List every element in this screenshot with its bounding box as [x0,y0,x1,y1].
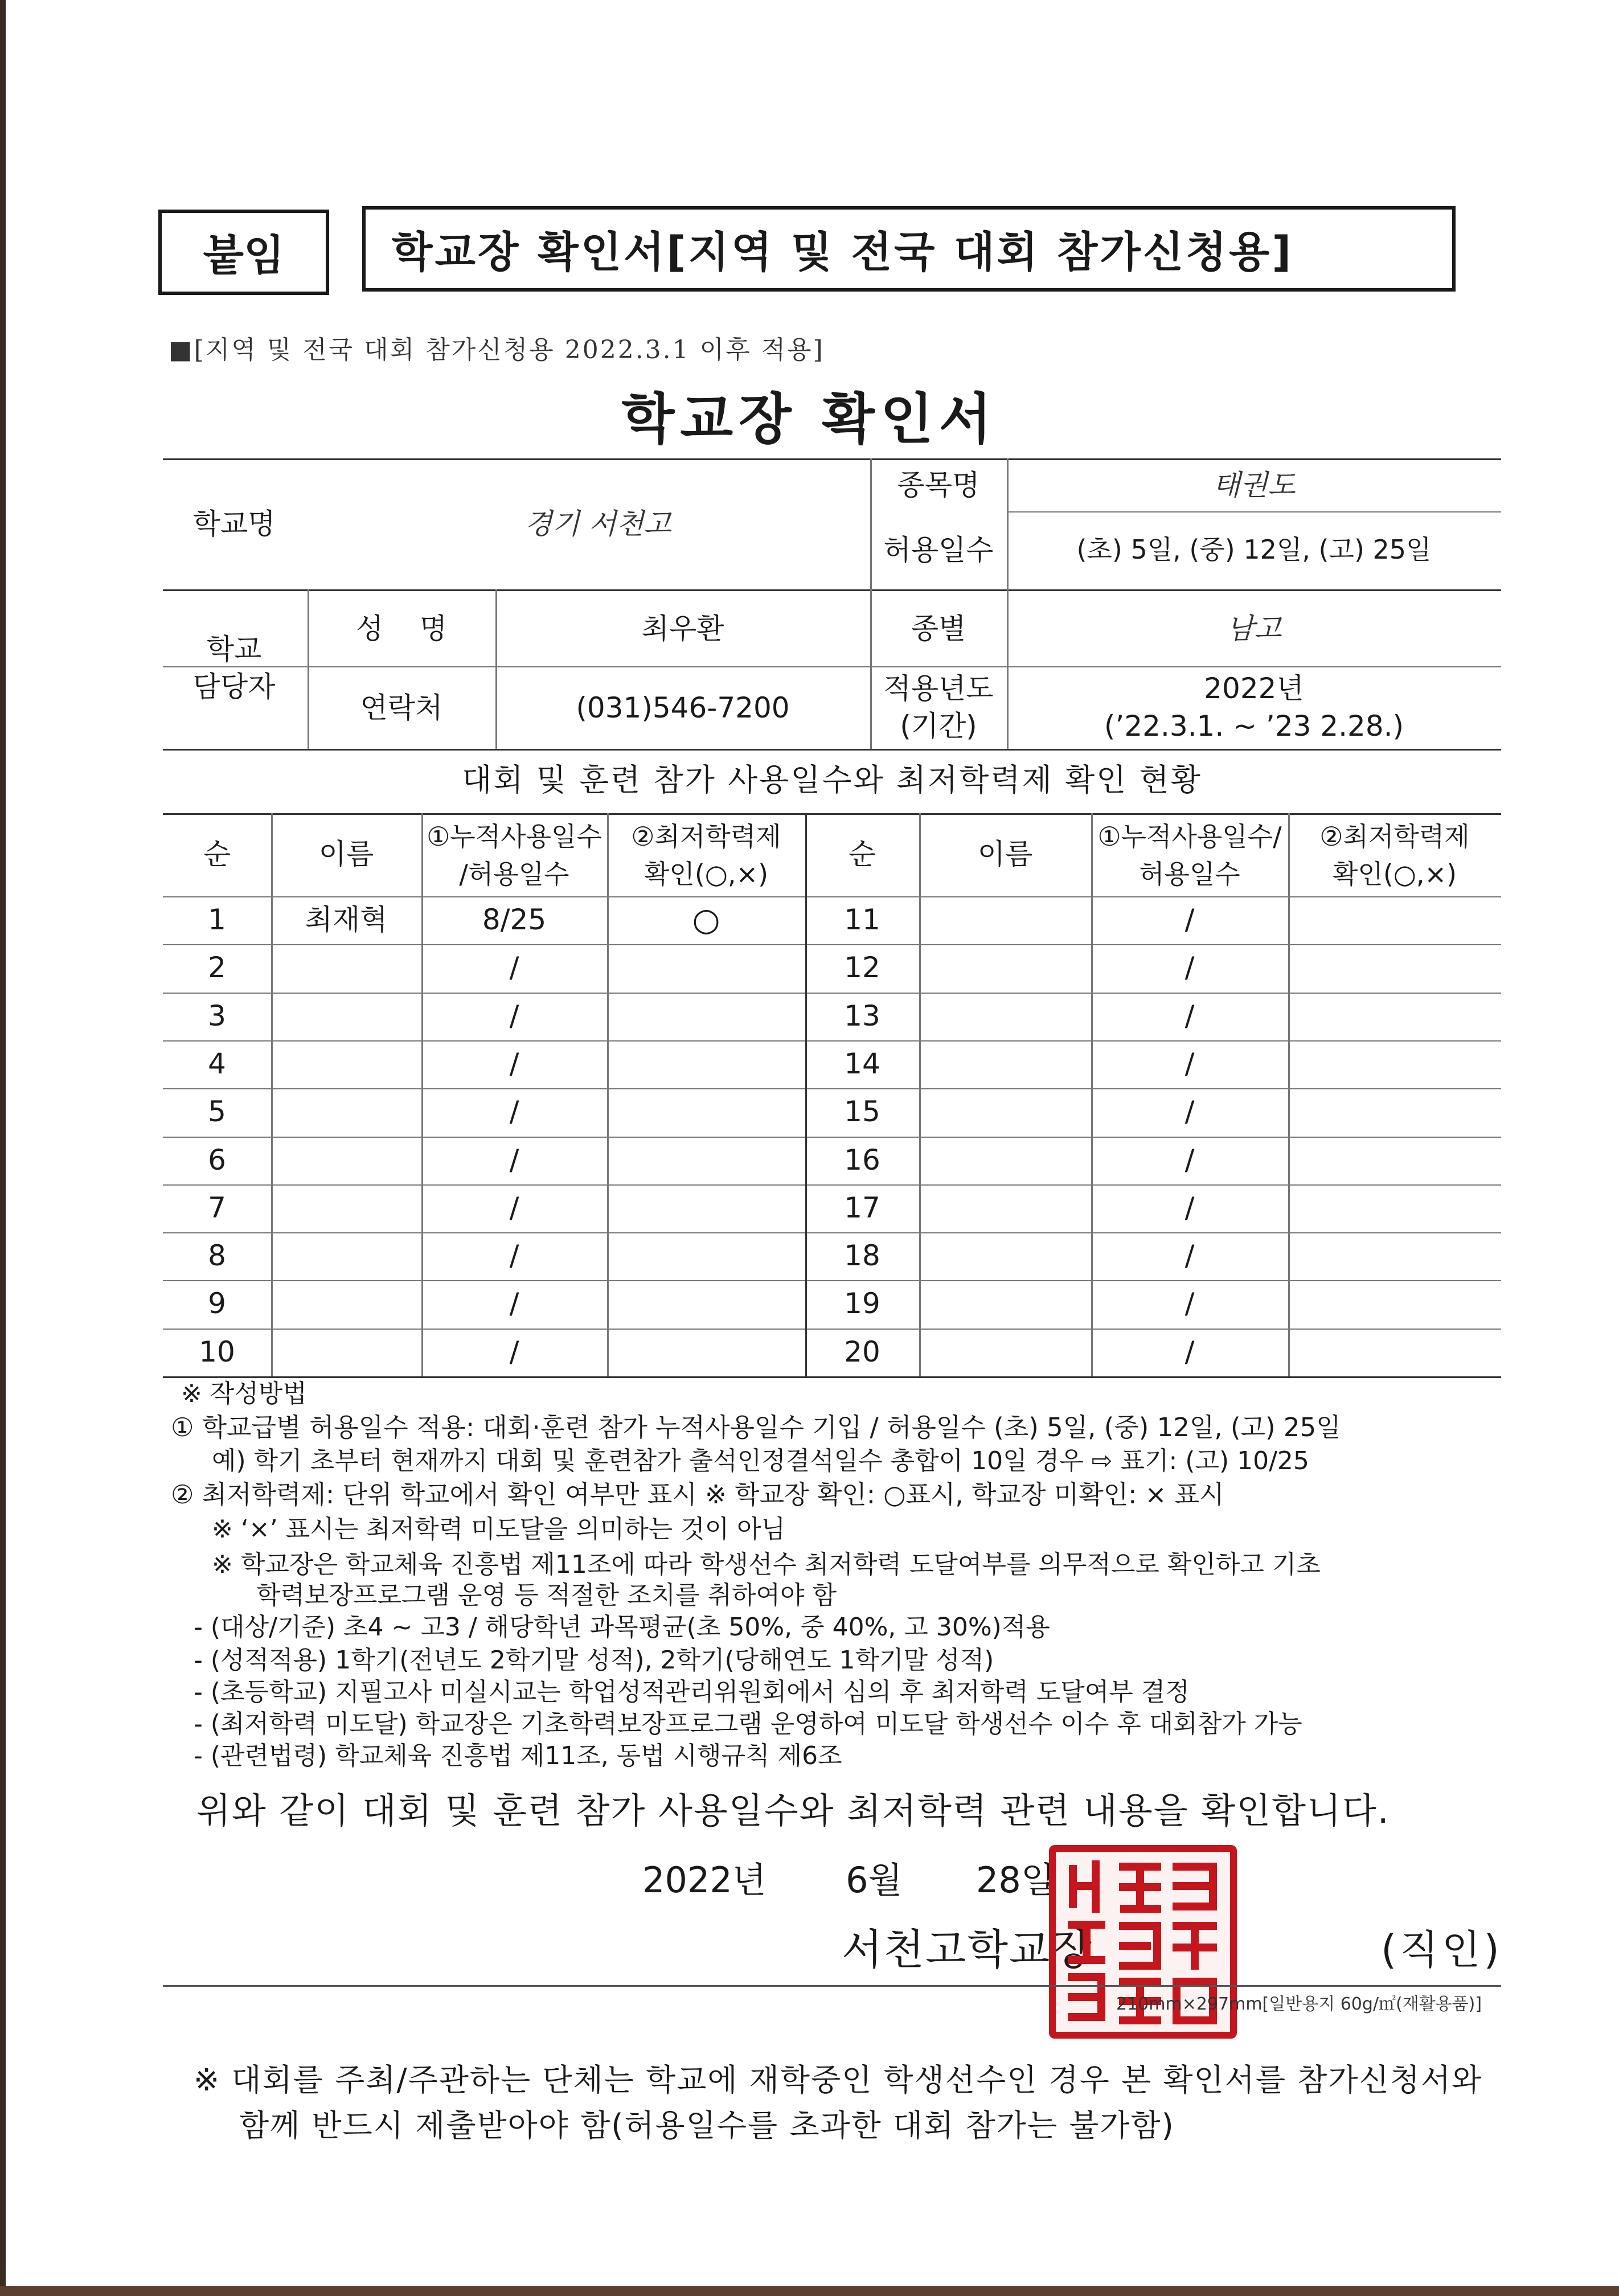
min-academic-check [1288,993,1501,1040]
used-allowed-days: / [1184,999,1195,1033]
athlete-name [271,1184,421,1232]
school-value: 경기 서천고 [524,507,671,540]
row-number: 3 [208,999,226,1033]
row-number: 14 [844,1047,880,1081]
confirmation-statement: 위와 같이 대회 및 훈련 참가 사용일수와 최저학력 관련 내용을 확인합니다. [196,1790,1390,1831]
athlete-name: 최재혁 [305,903,388,937]
min-academic-check [607,1184,805,1232]
row-number: 17 [844,1191,880,1225]
date-month: 6월 [846,1859,903,1901]
used-allowed-days: / [509,1143,519,1177]
issue-date [642,1852,1055,1903]
contact-value: (031)546-7200 [576,691,790,724]
row-number: 18 [844,1239,880,1273]
row-number: 1 [208,903,226,937]
min-academic-check [1288,1088,1501,1136]
athlete-name [919,1088,1091,1136]
category-label: 종별 [911,612,966,645]
used-allowed-days: / [509,1191,519,1225]
used-allowed-days: / [1184,1239,1195,1273]
used-allowed-days: / [1184,1047,1195,1081]
min-academic-check [1288,1280,1501,1328]
manager-name-label: 성 명 [355,612,448,645]
attachment-tag: 붙임 [158,210,329,295]
row-number: 7 [208,1191,226,1225]
athlete-name [919,1232,1091,1280]
used-allowed-days: / [1184,951,1195,985]
apply-note: ■[지역 및 전국 대회 참가신청용 2022.3.1 이후 적용] [169,335,825,364]
athlete-name [271,1088,421,1136]
athlete-name [271,1329,421,1376]
row-number: 6 [208,1143,226,1177]
row-number: 4 [208,1047,226,1081]
paper-spec: 210mm×297mm[일반용지 60g/㎡(재활용품)] [1116,1994,1482,2014]
used-allowed-days: / [1184,1143,1195,1177]
used-allowed-days: / [509,951,519,985]
note-grades: - (성적적용) 1학기(전년도 2학기말 성적), 2학기(당해연도 1학기말 성적) [194,1646,994,1675]
seal-label: (직인) [1381,1926,1503,1973]
header-days-right-2: 허용일수 [1139,858,1240,889]
row-number: 12 [844,951,880,985]
row-number: 2 [208,951,226,985]
final-note-line2: 함께 반드시 제출받아야 함(허용일수를 초과한 대회 참가는 불가함) [239,2108,1175,2143]
date-day: 28일 [976,1859,1055,1901]
used-allowed-days: / [509,1239,519,1273]
principal-name: 서천고학교장 [842,1925,1093,1974]
header-check-left-1: ②최저학력제 [631,821,781,852]
used-allowed-days: / [509,1047,519,1081]
header-days-left-2: /허용일수 [459,858,569,889]
year-label-line1: 적용년도 [883,672,994,705]
used-allowed-days: / [1184,1287,1195,1321]
row-number: 11 [844,903,880,937]
event-label: 종목명 [897,469,980,502]
used-allowed-days: / [509,1095,519,1129]
note-1: ① 학교급별 허용일수 적용: 대회·훈련 참가 누적사용일수 기입 / 허용일수 (초) 5일, (중) 12일, (고) 25일 [171,1412,1341,1442]
note-2-sub-2-cont: 학력보장프로그램 운영 등 적절한 조치를 취하여야 함 [256,1581,837,1610]
page-edge [0,0,6,2296]
note-2-sub-2: ※ 학교장은 학교체육 진흥법 제11조에 따라 학생선수 최저학력 도달여부를 의무적으로 확인하고 기초 [212,1550,1321,1579]
note-criteria: - (대상/기준) 초4 ~ 고3 / 해당학년 과목평균(초 50%, 중 40%, 고 30%)적용 [194,1613,1050,1642]
note-2-sub-1: ※ ‘×’ 표시는 최저학력 미도달을 의미하는 것이 아님 [212,1515,786,1544]
page-bottom-edge [0,2286,1619,2296]
used-allowed-days: / [509,1335,519,1369]
header-name-left: 이름 [318,838,374,871]
header-days-right-1: ①누적사용일수/ [1097,821,1282,852]
row-number: 13 [844,999,880,1033]
athlete-name [919,1329,1091,1376]
manager-label-line1: 학교 [206,633,262,666]
athlete-name [919,944,1091,992]
table-top-rule [163,813,1501,815]
year-value-line2: (’22.3.1. ~ ’23 2.28.) [1104,710,1404,743]
min-academic-check [607,944,805,992]
min-academic-check [607,993,805,1040]
used-allowed-days: / [1184,1095,1195,1129]
form-title: 학교장 확인서[지역 및 전국 대회 참가신청용] [362,206,1456,292]
athlete-name [271,1280,421,1328]
allowed-days-label: 허용일수 [883,534,994,567]
min-academic-check [1288,1184,1501,1232]
min-academic-check [607,1088,805,1136]
note-elementary: - (초등학교) 지필고사 미실시교는 학업성적관리위원회에서 심의 후 최저학력 도달여부 결정 [194,1678,1190,1707]
row-number: 10 [199,1335,235,1369]
note-2: ② 최저학력제: 단위 학교에서 확인 여부만 표시 ※ 학교장 확인: ○표시, 학교장 미확인: × 표시 [171,1479,1224,1510]
row-number: 19 [844,1287,880,1321]
note-underachieve: - (최저학력 미도달) 학교장은 기초학력보장프로그램 운영하여 미도달 학생선수 이수 후 대회참가 가능 [194,1709,1302,1739]
min-academic-check [1288,1137,1501,1184]
athlete-name [919,993,1091,1040]
header-check-right-1: ②최저학력제 [1319,821,1470,852]
athlete-name [919,1184,1091,1232]
final-note-line1: ※ 대회를 주최/주관하는 단체는 학교에 재학중인 학생선수인 경우 본 확인서를 참가신청서와 [194,2062,1483,2098]
athlete-name [271,993,421,1040]
min-academic-check [1288,944,1501,992]
used-allowed-days: / [1184,1191,1195,1225]
row-number: 8 [208,1239,226,1273]
min-academic-check: ○ [692,901,720,938]
row-number: 5 [208,1095,226,1129]
school-label: 학교명 [192,507,276,540]
document-title: 학교장 확인서 [621,387,998,451]
header-name-right: 이름 [977,838,1033,871]
used-allowed-days: / [1184,903,1195,937]
date-year: 2022년 [642,1859,767,1901]
min-academic-check [1288,896,1501,944]
allowed-days-value: (초) 5일, (중) 12일, (고) 25일 [1076,534,1432,565]
note-law: - (관련법령) 학교체육 진흥법 제11조, 동법 시행규칙 제6조 [194,1741,842,1770]
year-value-line1: 2022년 [1204,672,1304,705]
min-academic-check [607,1137,805,1184]
athlete-name [919,1040,1091,1088]
header-no-left: 순 [203,838,231,871]
event-value: 태권도 [1212,469,1296,502]
min-academic-check [1288,1040,1501,1088]
note-heading: ※ 작성방법 [181,1379,307,1408]
used-allowed-days: / [1184,1335,1195,1369]
athlete-name [271,1040,421,1088]
used-allowed-days: / [509,999,519,1033]
used-allowed-days: 8/25 [482,903,547,937]
athlete-name [919,896,1091,944]
category-value: 남고 [1226,612,1282,645]
year-label-line2: (기간) [900,710,977,743]
athlete-name [271,1137,421,1184]
contact-label: 연락처 [360,691,443,724]
athlete-name [271,944,421,992]
header-no-right: 순 [848,838,876,871]
manager-name-value: 최우환 [641,612,724,645]
manager-label-line2: 담당자 [192,670,276,703]
min-academic-check [1288,1329,1501,1376]
header-days-left-1: ①누적사용일수 [427,821,602,852]
row-number: 15 [844,1095,880,1129]
min-academic-check [607,1280,805,1328]
table-row-rule [163,1376,1501,1378]
header-check-left-2: 확인(○,×) [643,858,769,889]
used-allowed-days: / [509,1287,519,1321]
athlete-name [919,1137,1091,1184]
min-academic-check [1288,1232,1501,1280]
athlete-name [271,1232,421,1280]
note-1-example: 예) 학기 초부터 현재까지 대회 및 훈련참가 출석인정결석일수 총합이 10일 경우 ⇨ 표기: (고) 10/25 [212,1446,1309,1475]
row-number: 20 [844,1335,880,1369]
header-check-right-2: 확인(○,×) [1332,858,1457,889]
min-academic-check [607,1329,805,1376]
athlete-name [919,1280,1091,1328]
min-academic-check [607,1040,805,1088]
row-number: 9 [208,1287,226,1321]
min-academic-check [607,1232,805,1280]
table-caption: 대회 및 훈련 참가 사용일수와 최저학력제 확인 현황 [462,761,1202,798]
row-number: 16 [844,1143,880,1177]
